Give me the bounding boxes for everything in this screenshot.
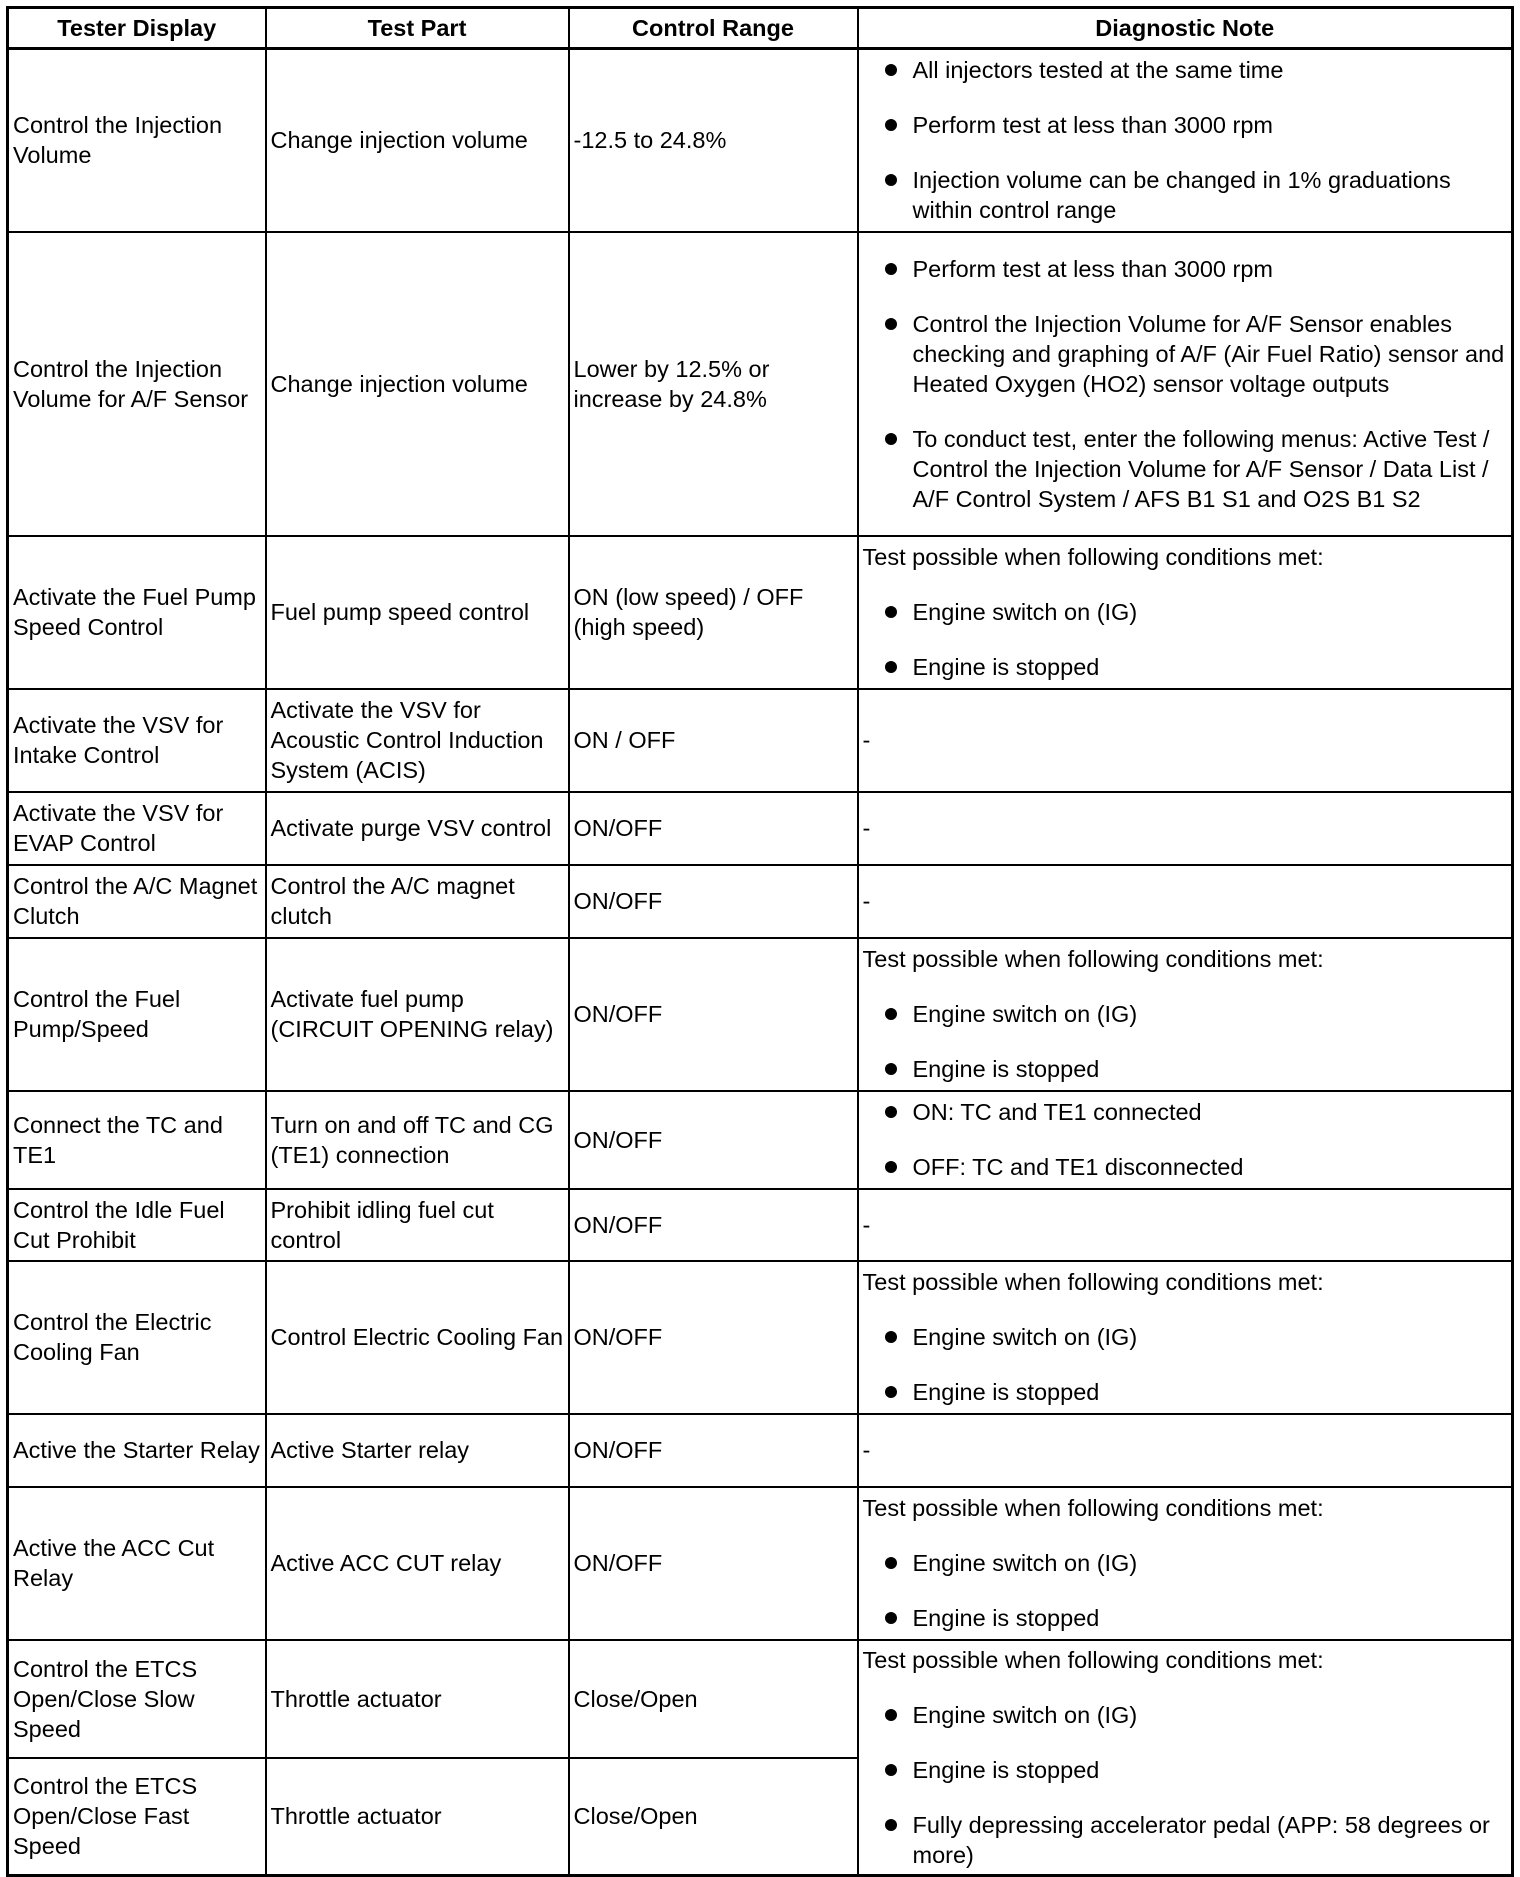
bullet-icon: [885, 263, 897, 275]
control-range-cell: ON/OFF: [569, 792, 858, 865]
table-row: [8, 938, 1513, 1091]
note-bullet-list: [863, 597, 1508, 682]
diagnostic-note-cell: [858, 1091, 1513, 1189]
header-row: [8, 8, 1513, 49]
diagnostic-note-cell: -: [858, 792, 1513, 865]
test-part-cell: Activate the VSV for Acoustic Control Induction System (ACIS): [266, 689, 569, 792]
test-part-cell: Activate purge VSV control: [266, 792, 569, 865]
note-bullet-text: Engine is stopped: [912, 1756, 1100, 1783]
tester-display-cell: Active the Starter Relay: [8, 1414, 266, 1487]
note-bullet-list: [863, 1700, 1508, 1870]
test-part-cell: Active ACC CUT relay: [266, 1487, 569, 1640]
control-range-cell: Close/Open: [569, 1640, 858, 1758]
diagnostic-note-cell: -: [858, 865, 1513, 938]
bullet-icon: [885, 1331, 897, 1343]
bullet-icon: [885, 318, 897, 330]
note-bullet: [863, 1097, 1508, 1127]
table-row: [8, 232, 1513, 536]
header-tester-display: Tester Display: [8, 8, 266, 49]
note-bullet-list: [863, 999, 1508, 1084]
note-bullet: [863, 1755, 1508, 1785]
note-bullet: [863, 424, 1508, 514]
table-row: [8, 792, 1513, 865]
note-condition: Test possible when following conditions met:: [862, 1495, 1324, 1521]
note-bullet-text: To conduct test, enter the following menus: Active Test / Control the Injection Volume for A/F Sensor / Data List / A/F Control System / AFS B1 S1 and O2S B1 S2: [912, 425, 1490, 512]
diagnostic-note-cell: -: [858, 1414, 1513, 1487]
note-bullet-text: Engine switch on (IG): [912, 1701, 1138, 1728]
tester-display-cell: Control the ETCS Open/Close Fast Speed: [8, 1758, 266, 1876]
note-bullet: [863, 254, 1508, 284]
note-bullet: [863, 1700, 1508, 1730]
diagnostic-note-cell: -: [858, 689, 1513, 792]
test-part-cell: Change injection volume: [266, 232, 569, 536]
header-test-part: Test Part: [266, 8, 569, 49]
note-bullet: [863, 999, 1508, 1029]
note-bullet-text: Engine is stopped: [912, 1056, 1100, 1082]
note-bullet-text: ON: TC and TE1 connected: [912, 1099, 1202, 1125]
tester-display-cell: Control the Fuel Pump/Speed: [8, 938, 266, 1091]
note-bullet-text: Engine is stopped: [912, 1605, 1100, 1631]
note-bullet-text: Engine is stopped: [912, 654, 1100, 680]
note-bullet: [863, 1377, 1508, 1407]
tester-display-cell: Activate the VSV for Intake Control: [8, 689, 266, 792]
table-row: [8, 49, 1513, 232]
note-bullet-list: [863, 1322, 1508, 1407]
note-bullet-text: Engine switch on (IG): [912, 1550, 1138, 1576]
table-row: [8, 536, 1513, 689]
bullet-icon: [885, 1386, 897, 1398]
bullet-icon: [885, 1819, 897, 1831]
note-bullet: [863, 1548, 1508, 1578]
note-bullet-list: [863, 55, 1508, 225]
note-bullet-text: Engine switch on (IG): [912, 1001, 1138, 1027]
bullet-icon: [885, 1764, 897, 1776]
note-bullet-list: [863, 254, 1508, 514]
header-diagnostic-note: Diagnostic Note: [858, 8, 1513, 49]
bullet-icon: [885, 661, 897, 673]
table-row: [8, 1261, 1513, 1414]
bullet-icon: [885, 119, 897, 131]
control-range-cell: -12.5 to 24.8%: [569, 49, 858, 232]
note-bullet: [863, 1152, 1508, 1182]
note-condition: Test possible when following conditions met:: [862, 544, 1324, 570]
bullet-icon: [885, 1106, 897, 1118]
diagnostic-note-cell: -: [858, 1189, 1513, 1261]
control-range-cell: ON/OFF: [569, 865, 858, 938]
diagnostic-note-cell: [858, 938, 1513, 1091]
table-row: [8, 1487, 1513, 1640]
note-bullet-text: Control the Injection Volume for A/F Sensor enables checking and graphing of A/F (Air Fuel Ratio) sensor and Heated Oxygen (HO2) sensor voltage outputs: [912, 310, 1505, 397]
note-bullet-list: [863, 1548, 1508, 1633]
bullet-icon: [885, 606, 897, 618]
test-part-cell: Turn on and off TC and CG (TE1) connection: [266, 1091, 569, 1189]
bullet-icon: [885, 64, 897, 76]
note-bullet-text: All injectors tested at the same time: [912, 57, 1284, 84]
tester-display-cell: Activate the Fuel Pump Speed Control: [8, 536, 266, 689]
bullet-icon: [885, 1612, 897, 1624]
active-test-table: [6, 6, 1514, 1877]
note-bullet-text: Perform test at less than 3000 rpm: [912, 112, 1273, 139]
control-range-cell: ON / OFF: [569, 689, 858, 792]
note-bullet: [863, 1810, 1508, 1870]
note-bullet-text: Engine is stopped: [912, 1379, 1100, 1405]
table-row: [8, 1189, 1513, 1261]
test-part-cell: Active Starter relay: [266, 1414, 569, 1487]
note-condition: Test possible when following conditions met:: [862, 946, 1324, 972]
note-bullet-text: Injection volume can be changed in 1% graduations within control range: [912, 167, 1451, 224]
control-range-cell: ON/OFF: [569, 938, 858, 1091]
bullet-icon: [885, 1008, 897, 1020]
tester-display-cell: Activate the VSV for EVAP Control: [8, 792, 266, 865]
note-bullet: [863, 1322, 1508, 1352]
tester-display-cell: Control the A/C Magnet Clutch: [8, 865, 266, 938]
table-row: [8, 1414, 1513, 1487]
control-range-cell: ON/OFF: [569, 1189, 858, 1261]
note-bullet: [863, 309, 1508, 399]
tester-display-cell: Connect the TC and TE1: [8, 1091, 266, 1189]
note-bullet-text: Engine switch on (IG): [912, 599, 1138, 625]
bullet-icon: [885, 1161, 897, 1173]
diagnostic-note-cell: [858, 1261, 1513, 1414]
test-part-cell: Control the A/C magnet clutch: [266, 865, 569, 938]
note-bullet: [863, 55, 1508, 85]
bullet-icon: [885, 433, 897, 445]
bullet-icon: [885, 174, 897, 186]
diagnostic-table-sheet: [6, 6, 1511, 1877]
bullet-icon: [885, 1709, 897, 1721]
diagnostic-note-cell: [858, 1640, 1513, 1876]
tester-display-cell: Active the ACC Cut Relay: [8, 1487, 266, 1640]
note-bullet: [863, 165, 1508, 225]
control-range-cell: Lower by 12.5% or increase by 24.8%: [569, 232, 858, 536]
note-condition: Test possible when following conditions met:: [862, 1269, 1324, 1295]
tester-display-cell: Control the ETCS Open/Close Slow Speed: [8, 1640, 266, 1758]
control-range-cell: ON (low speed) / OFF (high speed): [569, 536, 858, 689]
control-range-cell: ON/OFF: [569, 1261, 858, 1414]
diagnostic-note-cell: [858, 1487, 1513, 1640]
control-range-cell: ON/OFF: [569, 1487, 858, 1640]
table-row: [8, 689, 1513, 792]
note-bullet: [863, 597, 1508, 627]
tester-display-cell: Control the Idle Fuel Cut Prohibit: [8, 1189, 266, 1261]
note-bullet-text: Perform test at less than 3000 rpm: [912, 255, 1273, 282]
test-part-cell: Activate fuel pump (CIRCUIT OPENING relay): [266, 938, 569, 1091]
test-part-cell: Change injection volume: [266, 49, 569, 232]
table-row: [8, 1640, 1513, 1758]
note-bullet-text: OFF: TC and TE1 disconnected: [912, 1154, 1244, 1180]
table-row: [8, 865, 1513, 938]
diagnostic-note-cell: [858, 49, 1513, 232]
bullet-icon: [885, 1557, 897, 1569]
test-part-cell: Prohibit idling fuel cut control: [266, 1189, 569, 1261]
test-part-cell: Throttle actuator: [266, 1640, 569, 1758]
test-part-cell: Throttle actuator: [266, 1758, 569, 1876]
diagnostic-note-cell: [858, 536, 1513, 689]
control-range-cell: ON/OFF: [569, 1091, 858, 1189]
tester-display-cell: Control the Electric Cooling Fan: [8, 1261, 266, 1414]
note-bullet-text: Fully depressing accelerator pedal (APP: 58 degrees or more): [912, 1811, 1490, 1868]
note-bullet-list: [863, 1097, 1508, 1182]
diagnostic-note-cell: [858, 232, 1513, 536]
test-part-cell: Fuel pump speed control: [266, 536, 569, 689]
tester-display-cell: Control the Injection Volume: [8, 49, 266, 232]
control-range-cell: Close/Open: [569, 1758, 858, 1876]
note-bullet: [863, 652, 1508, 682]
note-bullet: [863, 1054, 1508, 1084]
note-bullet-text: Engine switch on (IG): [912, 1324, 1138, 1350]
tester-display-cell: Control the Injection Volume for A/F Sensor: [8, 232, 266, 536]
control-range-cell: ON/OFF: [569, 1414, 858, 1487]
note-bullet: [863, 1603, 1508, 1633]
table-row: [8, 1091, 1513, 1189]
bullet-icon: [885, 1063, 897, 1075]
note-bullet: [863, 110, 1508, 140]
header-control-range: Control Range: [569, 8, 858, 49]
test-part-cell: Control Electric Cooling Fan: [266, 1261, 569, 1414]
note-condition: Test possible when following conditions met:: [862, 1646, 1324, 1673]
